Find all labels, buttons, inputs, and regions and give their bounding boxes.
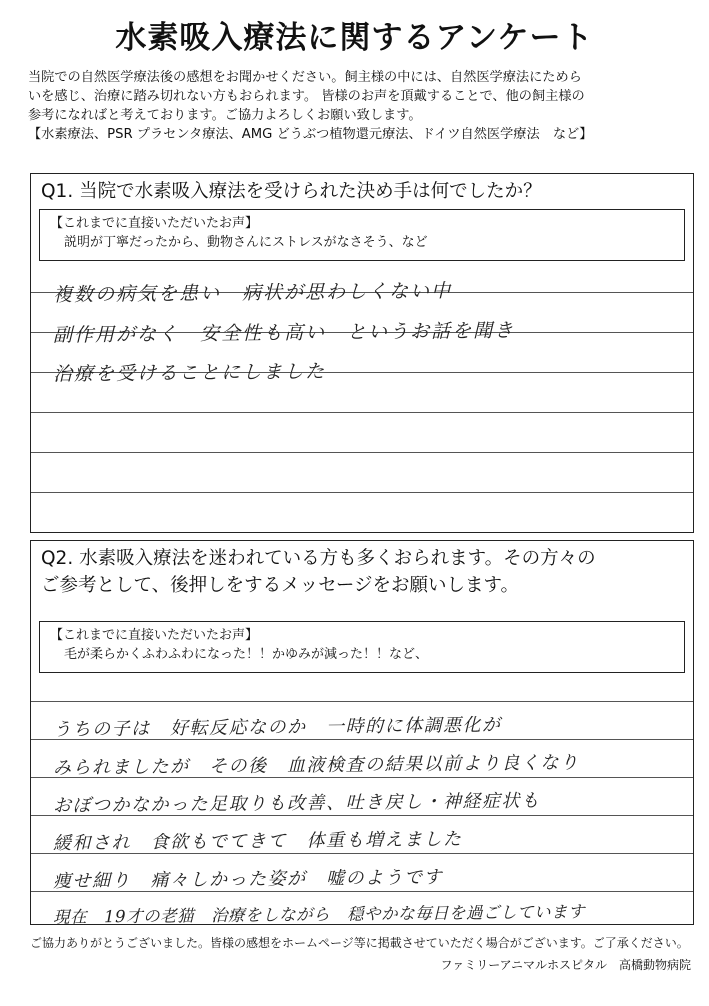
handwritten-answer-line: 現在 19才の老猫 治療をしながら 穏やかな毎日を過ごしています (52, 902, 586, 927)
question-2-text-content: Q2. 水素吸入療法を迷われている方も多くおられます。その方々の ご参考として、後押しをするメッセージをお願いします。 (41, 548, 596, 596)
intro-line: いを感じ、治療に踏み切れない方もおられます。 皆様のお声を頂戴することで、他の飼主様の (28, 89, 585, 104)
footer-clinic-name: ファミリーアニマルホスピタル 高橋動物病院 (440, 958, 691, 972)
survey-title: 水素吸入療法に関するアンケート (115, 20, 594, 56)
footer-thank-you-note: ご協力ありがとうございました。皆様の感想をホームページ等に掲載させていただく場合がございます。ご了承ください。 (30, 936, 689, 950)
voice-box-heading: 【これまでに直接いただいたお声】 (50, 628, 259, 643)
intro-text (28, 68, 693, 144)
handwritten-answer-line: 緩和され 食欲もでてきて 体重も増えました (52, 828, 463, 855)
question-2-text (41, 545, 685, 599)
voice-box-example: 毛が柔らかくふわふわになった！！かゆみが減った！！など、 (64, 647, 429, 662)
question-1-text: Q1. 当院で水素吸入療法を受けられた決め手は何でしたか？ (41, 181, 542, 202)
handwritten-answer-line: おぼつかなかった足取りも改善、吐き戻し・神経症状も (52, 790, 541, 817)
handwritten-answer-line: うちの子は 好転反応なのか 一時的に体調悪化が (52, 714, 502, 741)
answer-rule-line (31, 701, 693, 702)
intro-therapy-list: 【水素療法、PSR プラセンタ療法、AMG どうぶつ植物還元療法、ドイツ自然医学療法 など】 (28, 127, 593, 142)
question-2-section (30, 540, 694, 925)
question-1-section (30, 173, 694, 533)
intro-line: 参考になればと考えております。ご協力よろしくお願い致します。 (28, 108, 422, 123)
handwritten-answer-line: 痩せ細り 痛々しかった姿が 嘘のようです (52, 866, 444, 893)
handwritten-answer-line: 治療を受けることにしました (52, 360, 327, 386)
question-2-voice-box (39, 621, 685, 673)
answer-rule-line (31, 492, 693, 493)
handwritten-answer-line: 副作用がなく 安全性も高い というお話を聞き (52, 319, 516, 347)
handwritten-answer-line: みられましたが その後 血液検査の結果以前より良くなり (52, 752, 580, 779)
voice-box-heading: 【これまでに直接いただいたお声】 (50, 216, 259, 231)
intro-line: 当院での自然医学療法後の感想をお聞かせください。飼主様の中には、自然医学療法にためら (28, 70, 582, 85)
voice-box-example: 説明が丁寧だったから、動物さんにストレスがなさそう、など (64, 235, 428, 250)
answer-rule-line (31, 452, 693, 453)
answer-rule-line (31, 412, 693, 413)
handwritten-answer-line: 複数の病気を患い 病状が思わしくない中 (52, 279, 453, 307)
question-1-voice-box (39, 209, 685, 261)
